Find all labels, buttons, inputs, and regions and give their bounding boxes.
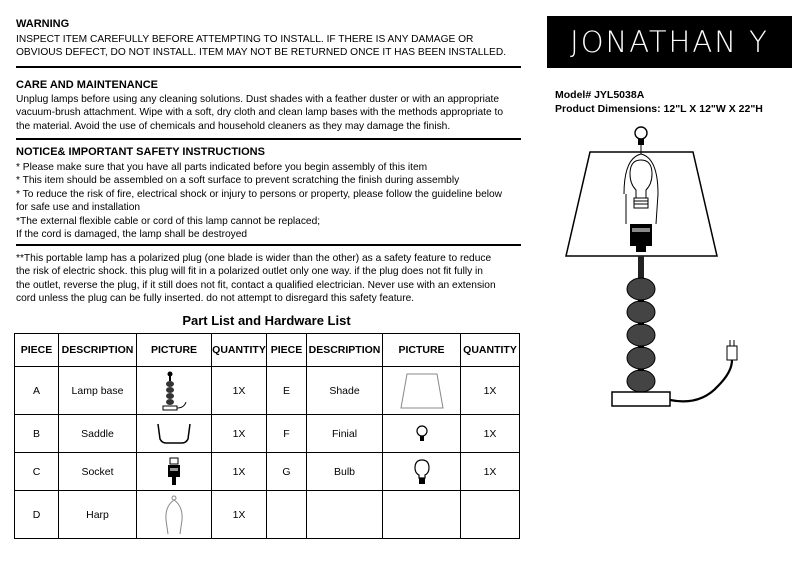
description-cell: Socket [59, 453, 137, 491]
column-header: QUANTITY [212, 334, 267, 367]
picture-cell [383, 453, 461, 491]
picture-cell [137, 491, 212, 539]
shade-icon [397, 371, 447, 411]
quantity-cell: 1X [461, 415, 520, 453]
bulb-icon [412, 458, 432, 486]
care-line: vacuum-brush attachment. Wipe with a soft, dry cloth and clean lamp bases with the methods appropriate to [16, 107, 503, 119]
warning-title: WARNING [16, 18, 70, 30]
column-header: PICTURE [137, 334, 212, 367]
divider [16, 244, 521, 246]
table-header [15, 334, 520, 367]
quantity-cell: 1X [212, 491, 267, 539]
care-text [16, 93, 521, 133]
piece-cell [267, 491, 307, 539]
quantity-cell: 1X [212, 453, 267, 491]
product-dimensions: Product Dimensions: 12"L X 12"W X 22"H [555, 103, 763, 115]
finial-icon [412, 424, 432, 444]
description-cell: Finial [307, 415, 383, 453]
picture-cell [383, 367, 461, 415]
care-title: CARE AND MAINTENANCE [16, 79, 158, 91]
piece-cell: F [267, 415, 307, 453]
socket-icon [164, 457, 184, 487]
safety-line: *The external flexible cable or cord of this lamp cannot be replaced; [16, 215, 321, 227]
piece-cell: C [15, 453, 59, 491]
description-cell: Bulb [307, 453, 383, 491]
table-row [15, 491, 520, 539]
care-line: the material. Avoid the use of chemicals and household cleaners as they may damage the finish. [16, 120, 451, 132]
description-cell: Harp [59, 491, 137, 539]
saddle-icon [154, 421, 194, 447]
quantity-cell: 1X [461, 453, 520, 491]
column-header: DESCRIPTION [307, 334, 383, 367]
safety-line: * This item should be assembled on a soft surface to prevent scratching the finish during assembly [16, 175, 460, 187]
piece-cell: D [15, 491, 59, 539]
care-line: Unplug lamps before using any cleaning solutions. Dust shades with a feather duster or with an appropriate [16, 94, 500, 105]
safety-text [16, 161, 521, 241]
piece-cell: G [267, 453, 307, 491]
picture-cell [383, 415, 461, 453]
quantity-cell [461, 491, 520, 539]
column-header: PICTURE [383, 334, 461, 367]
parts-title: Part List and Hardware List [182, 313, 351, 328]
safety-title: NOTICE& IMPORTANT SAFETY INSTRUCTIONS [16, 146, 265, 158]
warning-text [16, 33, 521, 60]
safety-line: for safe use and installation [16, 202, 141, 214]
description-cell: Saddle [59, 415, 137, 453]
model-number: Model# JYL5038A [555, 89, 645, 101]
parts-table [14, 333, 520, 539]
table-row [15, 415, 520, 453]
picture-cell [137, 453, 212, 491]
plug-text [16, 252, 521, 306]
piece-cell: B [15, 415, 59, 453]
quantity-cell: 1X [212, 415, 267, 453]
plug-line: the risk of electric shock. this plug will fit in a polarized outlet only one way. if the plug does not fit fully in [16, 266, 483, 278]
safety-line: * To reduce the risk of fire, electrical shock or injury to persons or property, please follow the guideline below [16, 188, 503, 200]
divider [16, 66, 521, 68]
column-header: PIECE [15, 334, 59, 367]
table-row [15, 453, 520, 491]
brand-logo: JONATHAN Y [547, 16, 792, 68]
description-cell [307, 491, 383, 539]
description-cell: Lamp base [59, 367, 137, 415]
quantity-cell: 1X [212, 367, 267, 415]
harp-icon [159, 494, 189, 536]
plug-line: **This portable lamp has a polarized plug (one blade is wider than the other) as a safety feature to reduce [16, 253, 492, 264]
picture-cell [137, 367, 212, 415]
piece-cell: A [15, 367, 59, 415]
warning-line: OBVIOUS DEFECT, DO NOT INSTALL. ITEM MAY NOT BE RETURNED ONCE IT HAS BEEN INSTALLED. [16, 47, 507, 59]
table-row [15, 367, 520, 415]
safety-line: If the cord is damaged, the lamp shall be destroyed [16, 229, 248, 241]
column-header: QUANTITY [461, 334, 520, 367]
description-cell: Shade [307, 367, 383, 415]
piece-cell: E [267, 367, 307, 415]
lamp-illustration [560, 124, 760, 414]
warning-line: INSPECT ITEM CAREFULLY BEFORE ATTEMPTING TO INSTALL. IF THERE IS ANY DAMAGE OR [16, 34, 474, 45]
column-header: DESCRIPTION [59, 334, 137, 367]
picture-cell [383, 491, 461, 539]
safety-line: * Please make sure that you have all parts indicated before you begin assembly of this item [16, 162, 428, 173]
picture-cell [137, 415, 212, 453]
quantity-cell: 1X [461, 367, 520, 415]
plug-line: cord unless the plug can be fully inserted. do not attempt to disregard this safety feature. [16, 293, 415, 305]
plug-line: the outlet, reverse the plug, if it still does not fit, contact a qualified electrician. Never use with an extension [16, 279, 496, 291]
lamp-base-icon [154, 370, 194, 412]
divider [16, 138, 521, 140]
column-header: PIECE [267, 334, 307, 367]
